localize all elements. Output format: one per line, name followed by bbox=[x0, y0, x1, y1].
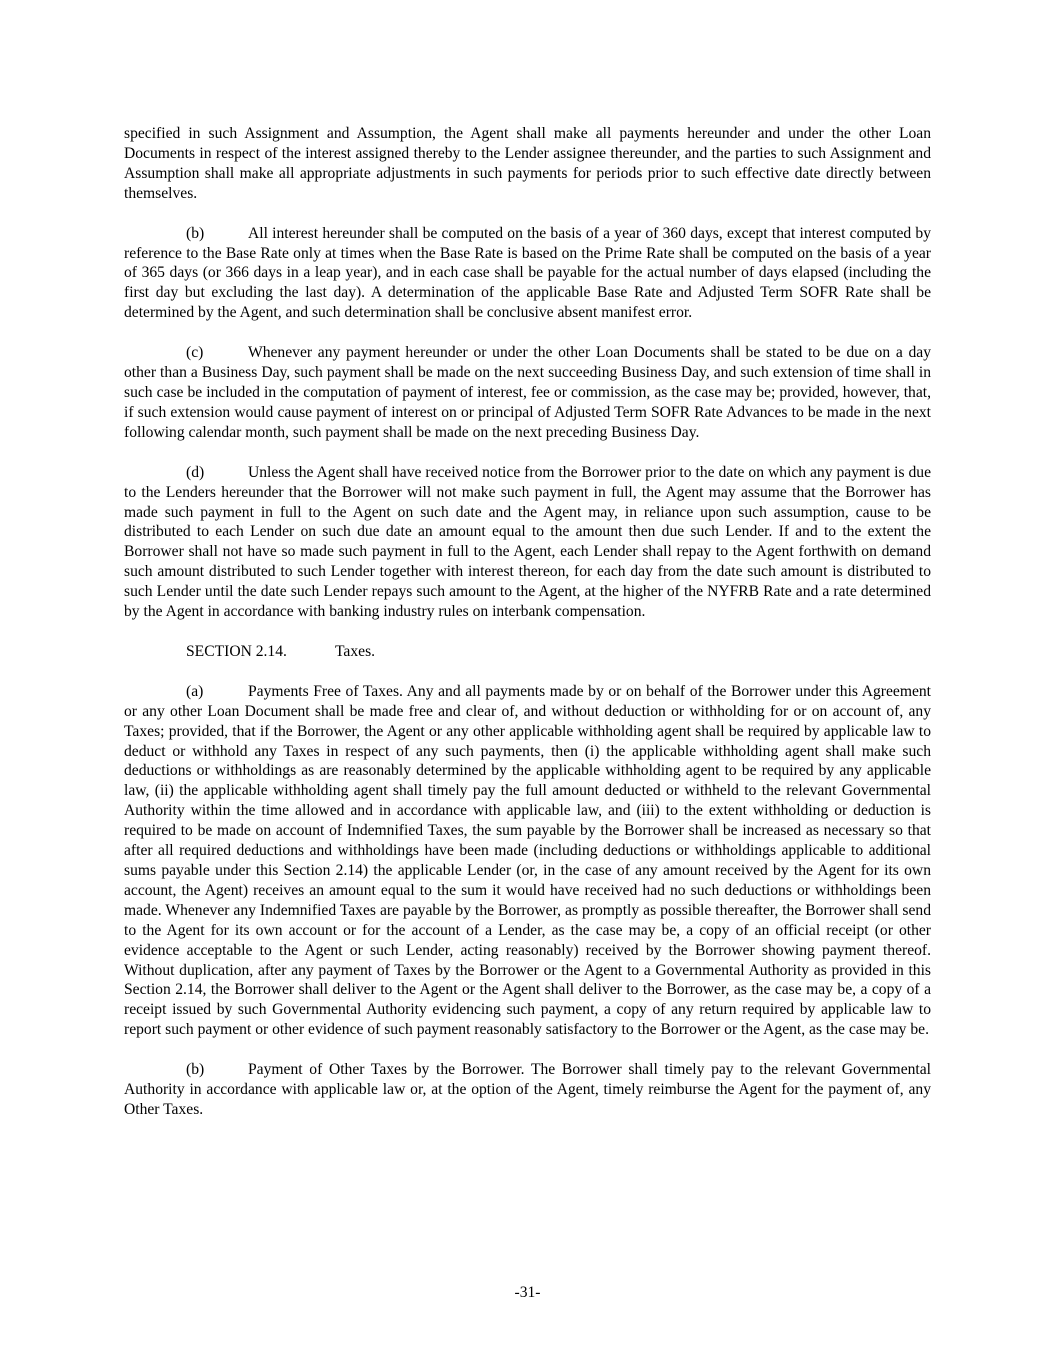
paragraph-b bbox=[124, 224, 931, 324]
taxes-paragraph-b bbox=[124, 1060, 931, 1120]
paragraph-continuation: specified in such Assignment and Assumption, the Agent shall make all payments hereunder and under the other Loan Documents in respect of the interest assigned thereby to the Lender assignee thereunder, and the parties to such Assignment and Assumption shall make all appropriate adjustments in such payments for periods prior to such effective date directly between themselves. bbox=[124, 125, 931, 202]
taxes-paragraph-a bbox=[124, 682, 931, 1040]
taxes-paragraph-b-text: Payment of Other Taxes by the Borrower. The Borrower shall timely pay to the relevant Governmental Authority in accordance with applicable law or, at the option of the Agent, timely reimburse the Agent for the payment of, any Other Taxes. bbox=[124, 1061, 931, 1118]
paragraph-c-text: Whenever any payment hereunder or under the other Loan Documents shall be stated to be due on a day other than a Business Day, such payment shall be made on the next succeeding Business Day, and such extension of time shall in such case be included in the computation of payment of interest, fee or commission, as the case may be; provided, however, that, if such extension would cause payment of interest on or principal of Adjusted Term SOFR Rate Advances to be made in the next following calendar month, such payment shall be made on the next preceding Business Day. bbox=[124, 344, 931, 441]
section-number: SECTION 2.14. bbox=[186, 642, 287, 660]
paragraph-c-marker: (c) bbox=[186, 344, 204, 362]
paragraph-b-text: All interest hereunder shall be computed on the basis of a year of 360 days, except that interest computed by reference to the Base Rate only at times when the Base Rate is based on the Prime Rate shall be computed on the basis of a year of 365 days (or 366 days in a leap year), and in each case shall be payable for the actual number of days elapsed (including the first day but excluding the last day). A determination of the applicable Base Rate and Adjusted Term SOFR Rate shall be determined by the Agent, and such determination shall be conclusive absent manifest error. bbox=[124, 224, 931, 322]
paragraph-d-marker: (d) bbox=[186, 463, 205, 481]
paragraph-c bbox=[124, 343, 931, 443]
paragraph-b-marker: (b) bbox=[186, 224, 205, 242]
paragraph-d-text: Unless the Agent shall have received notice from the Borrower prior to the date on which any payment is due to the Lenders hereunder that the Borrower will not make such payment in full, the Agent may assume that the Borrower has made such payment in full to the Agent on such date and the Agent may, in reliance upon such assumption, cause to be distributed to each Lender on such due date an amount equal to the amount then due such Lender. If and to the extent the Borrower shall not have so made such payment in full to the Agent, each Lender shall repay to the Agent forthwith on demand such amount distributed to such Lender together with interest thereon, for each day from the date such amount is distributed to such Lender until the date such Lender repays such amount to the Agent, at the higher of the NYFRB Rate and a rate determined by the Agent in accordance with banking industry rules on interbank compensation. bbox=[124, 463, 931, 621]
page-number: -31- bbox=[514, 1284, 541, 1301]
document-body bbox=[124, 124, 931, 1140]
taxes-paragraph-b-marker: (b) bbox=[186, 1061, 205, 1079]
section-heading bbox=[186, 642, 931, 662]
taxes-paragraph-a-marker: (a) bbox=[186, 682, 204, 700]
taxes-paragraph-a-text: Payments Free of Taxes. Any and all payments made by or on behalf of the Borrower under this Agreement or any other Loan Document shall be made free and clear of, and without deduction or withholding for or on account of, any Taxes; provided, that if the Borrower, the Agent or any other applicable withholding agent shall be required by applicable law to deduct or withhold any Taxes in respect of any such payments, then (i) the applicable withholding agent shall make such deductions or withholdings as are reasonably determined by the applicable withholding agent to be required by any applicable law, (ii) the applicable withholding agent shall timely pay the full amount deducted or withheld to the relevant Governmental Authority within the time allowed and in accordance with applicable law, and (iii) to the extent withholding or deduction is required to be made on account of Indemnified Taxes, the sum payable by the Borrower shall be increased as necessary so that after all required deductions and withholdings have been made (including deductions or withholdings applicable to additional sums payable under this Section 2.14) the applicable Lender (or, in the case of any amount received by the Agent for its own account, the Agent) receives an amount equal to the sum it would have received had no such deductions or withholdings been made. Whenever any Indemnified Taxes are payable by the Borrower, as promptly as possible thereafter, the Borrower shall send to the Agent for its own account or for the account of a Lender, as the case may be, a copy of an official receipt (or other evidence acceptable to the Agent or such Lender, acting reasonably) received by the Borrower showing payment thereof. Without duplication, after any payment of Taxes by the Borrower or the Agent to a Governmental Authority as provided in this Section 2.14, the Borrower shall deliver to the Agent or the Agent shall deliver to the Borrower, as the case may be, a copy of a receipt issued by such Governmental Authority evidencing such payment, a copy of any return required by applicable law to report such payment or other evidence of such payment reasonably satisfactory to the Borrower or the Agent, as the case may be. bbox=[124, 682, 931, 1039]
section-title: Taxes. bbox=[335, 642, 376, 660]
paragraph-d bbox=[124, 463, 931, 622]
